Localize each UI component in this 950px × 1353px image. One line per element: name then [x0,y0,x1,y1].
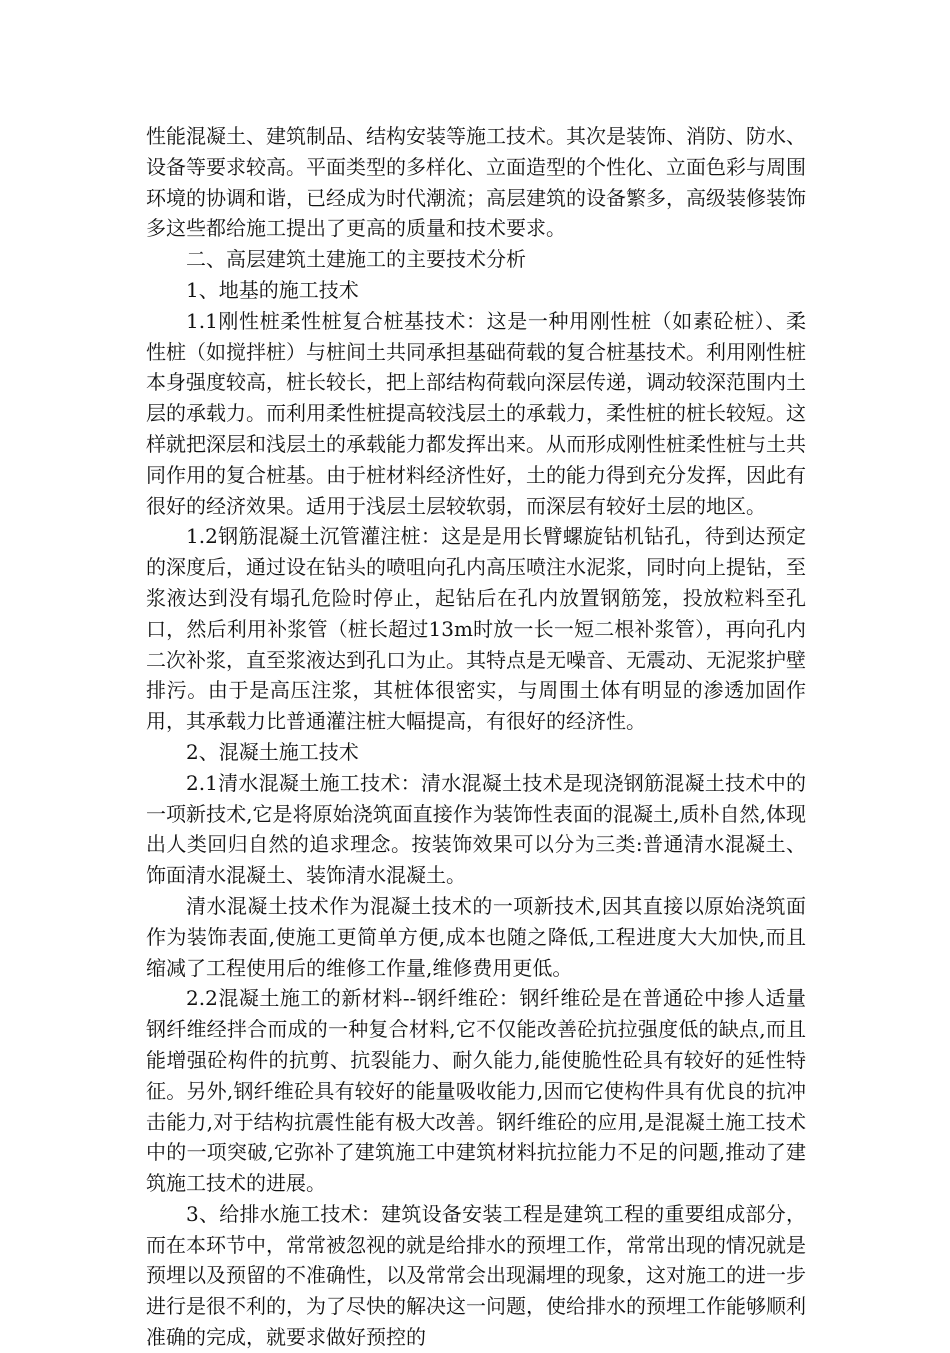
paragraph-fair-faced-benefits: 清水混凝土技术作为混凝土技术的一项新技术,因其直接以原始浇筑面作为装饰表面,使施工更简单方便,成本也随之降低,工程进度大大加快,而且缩减了工程使用后的维修工作量,维修费用更低。 [146,893,806,980]
paragraph-composite-pile: 1.1刚性桩柔性桩复合桩基技术：这是一种用刚性桩（如素砼桩）、柔性桩（如搅拌桩）与桩间土共同承担基础荷载的复合桩基技术。利用刚性桩本身强度较高，桩长较长，把上部结构荷载向深层传递，调动较深范围内土层的承载力。而利用柔性桩提高较浅层土的承载力，柔性桩的桩长较短。这样就把深层和浅层土的承载能力都发挥出来。从而形成刚性桩柔性桩与土共同作用的复合桩基。由于桩材料经济性好，土的能力得到充分发挥，因此有很好的经济效果。适用于浅层土层较软弱，而深层有较好土层的地区。 [146,308,806,518]
paragraph-steel-fiber: 2.2混凝土施工的新材料--钢纤维砼：钢纤维砼是在普通砼中掺人适量钢纤维经拌合而成的一种复合材料,它不仅能改善砼抗拉强度低的缺点,而且能增强砼构件的抗剪、抗裂能力、耐久能力,能使脆性砼具有较好的延性特征。另外,钢纤维砼具有较好的能量吸收能力,因而它使构件具有优良的抗冲击能力,对于结构抗震性能有极大改善。钢纤维砼的应用,是混凝土施工技术中的一项突破,它弥补了建筑施工中建筑材料抗拉能力不足的问题,推动了建筑施工技术的进展。 [146,986,806,1196]
heading-section-2: 二、高层建筑土建施工的主要技术分析 [186,247,526,272]
paragraph-fair-faced-concrete: 2.1清水混凝土施工技术：清水混凝土技术是现浇钢筋混凝土技术中的一项新技术,它是将原始浇筑面直接作为装饰性表面的混凝土,质朴自然,体现出人类回归自然的追求理念。按装饰效果可以分为三类:普通清水混凝土、饰面清水混凝土、装饰清水混凝土。 [146,770,806,888]
heading-foundation: 1、地基的施工技术 [186,277,359,302]
document-body [146,121,806,1353]
paragraph-water-supply: 3、给排水施工技术：建筑设备安装工程是建筑工程的重要组成部分，而在本环节中，常常被忽视的就是给排水的预埋工作，常常出现的情况就是预埋以及预留的不准确性，以及常常会出现漏埋的现象，这对施工的进一步进行是很不利的，为了尽快的解决这一问题，使给排水的预埋工作能够顺利准确的完成，就要求做好预控的 [146,1201,806,1350]
paragraph-1: 性能混凝土、建筑制品、结构安装等施工技术。其次是装饰、消防、防水、设备等要求较高。平面类型的多样化、立面造型的个性化、立面色彩与周围环境的协调和谐，已经成为时代潮流；高层建筑的设备繁多，高级装修装饰多这些都给施工提出了更高的质量和技术要求。 [146,124,806,241]
heading-concrete: 2、混凝土施工技术 [186,739,359,764]
paragraph-cast-pile: 1.2钢筋混凝土沉管灌注桩：这是是用长臂螺旋钻机钻孔，待到达预定的深度后，通过设在钻头的喷咀向孔内高压喷注水泥浆，同时向上提钻，至浆液达到没有塌孔危险时停止，起钻后在孔内放置钢筋笼，投放粒料至孔口，然后利用补浆管（桩长超过13m时放一长一短二根补浆管），再向孔内二次补浆，直至浆液达到孔口为止。其特点是无噪音、无震动、无泥浆护壁排污。由于是高压注浆，其桩体很密实，与周围土体有明显的渗透加固作用，其承载力比普通灌注桩大幅提高，有很好的经济性。 [146,524,806,734]
